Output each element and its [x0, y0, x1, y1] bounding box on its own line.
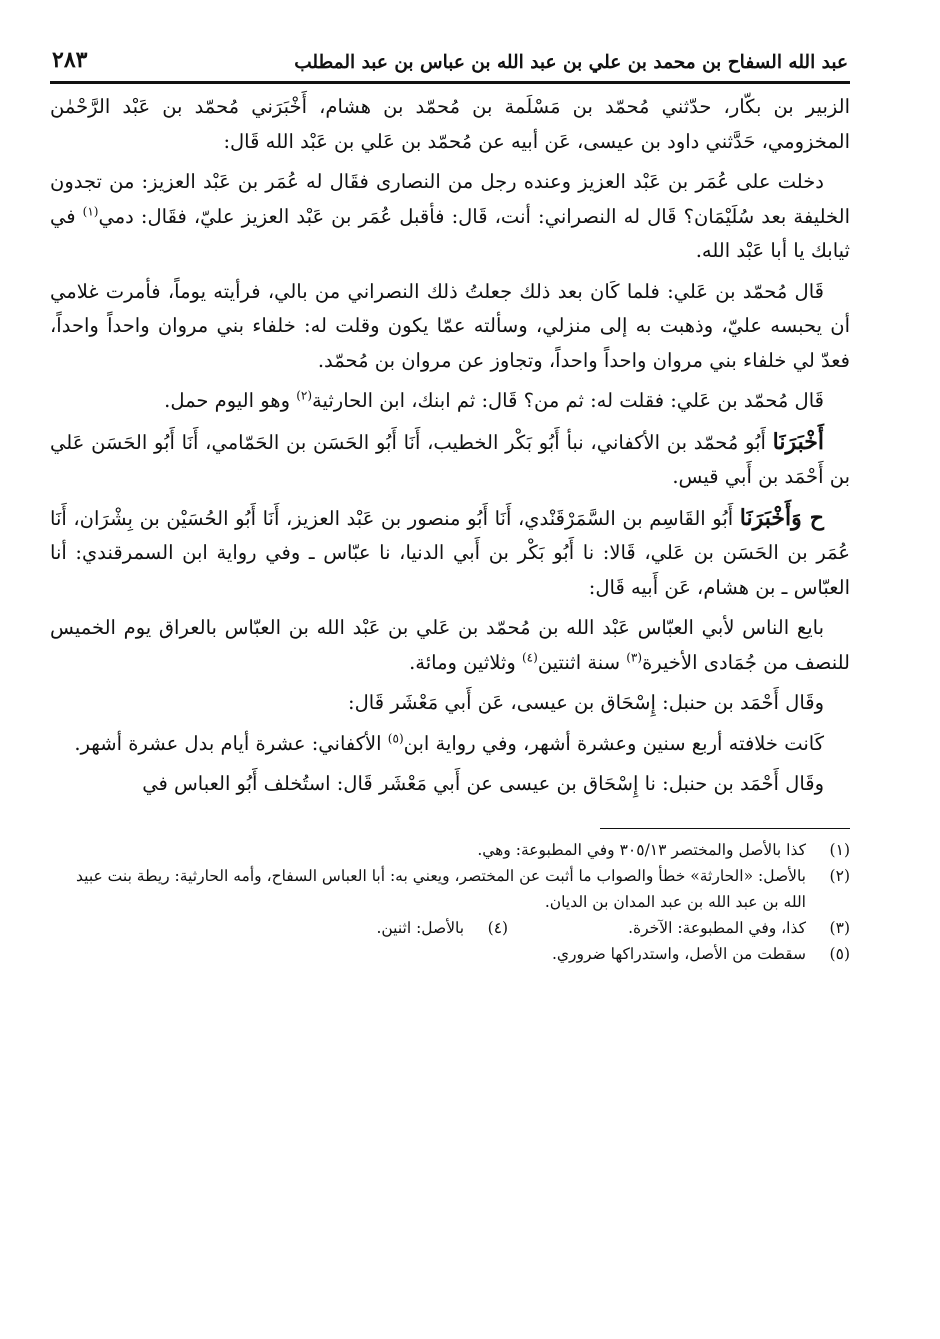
footnote-divider	[600, 828, 850, 829]
footnote-text: كذا، وفي المطبوعة: الآخرة.	[628, 918, 806, 937]
page-number: ٢٨٣	[52, 47, 88, 73]
footnote-marker-4[interactable]: (٤)	[521, 650, 538, 664]
footnote-text: بالأصل: اثنين.	[376, 918, 465, 937]
paragraph-2-text-b: في ثيابك يا أبا عَبْد الله.	[50, 204, 850, 262]
paragraph-6	[50, 501, 850, 606]
footnote-number: (٤)	[487, 918, 509, 937]
paragraph-7-text-c: وثلاثين ومائة.	[409, 650, 522, 674]
book-page	[50, 40, 850, 1310]
footnote-marker-3[interactable]: (٣)	[626, 650, 643, 664]
footnote-marker-1[interactable]: (١)	[82, 204, 99, 218]
footnote-number: (٥)	[829, 944, 850, 963]
paragraph-8	[50, 686, 850, 721]
paragraph-2-text-a: دخلت على عُمَر بن عَبْد العزيز وعنده رجل من النصارى فقَال له عُمَر بن عَبْد العزيز: من تجدون الخليفة بعد سُلَيْمَان؟ قَال له النصراني: أنت، قَال: فأقبل عُمَر بن عَبْد العزيز عليّ، فقَال: دمي	[50, 170, 850, 228]
footnote-marker-2[interactable]: (٢)	[296, 388, 313, 403]
paragraph-4	[50, 384, 850, 419]
paragraph-8-text: وقَال أَحْمَد بن حنبل: إِسْحَاق بن عيسى، عَن أَبي مَعْشَر قَال:	[348, 691, 824, 714]
footnote-number: (٢)	[829, 866, 850, 885]
paragraph-9	[50, 727, 850, 762]
footnote-marker-5[interactable]: (٥)	[387, 731, 404, 745]
paragraph-7-text-a: بايع الناس لأبي العبّاس عَبْد الله بن مُحمّد بن عَلي بن عَبْد الله بن العبّاس بالعراق يوم الخميس للنصف من جُمَادى الأخيرة	[50, 616, 850, 674]
main-text	[50, 90, 850, 802]
footnote-2	[50, 863, 850, 915]
footnote-number: (٣)	[829, 918, 850, 937]
footnotes	[50, 837, 850, 967]
isnad-lead: أَخْبَرَنَا	[772, 428, 824, 455]
isnad-lead-2: ح وَأَخْبَرَنَا	[739, 504, 824, 531]
paragraph-7	[50, 611, 850, 680]
paragraph-4-text-a: قَال مُحمّد بن عَلي: فقلت له: ثم من؟ قَال: ثم ابنك، ابن الحارثية	[312, 389, 824, 412]
paragraph-9-text-b: الأكفاني: عشرة أيام بدل عشرة أشهر.	[74, 731, 388, 755]
paragraph-5	[50, 425, 850, 495]
footnote-text: سقطت من الأصل، واستدراكها ضروري.	[552, 944, 806, 963]
paragraph-1	[50, 90, 850, 159]
footnote-number: (١)	[829, 840, 850, 859]
running-title: عبد الله السفاح بن محمد بن علي بن عبد الله بن عباس بن عبد المطلب	[294, 52, 848, 73]
footnote-5	[50, 941, 850, 967]
paragraph-4-text-b: وهو اليوم حمل.	[164, 389, 297, 412]
paragraph-2	[50, 165, 850, 269]
paragraph-5-text: أَبُو مُحمّد بن الأكفاني، نبأ أَبُو بَكْر الخطيب، أَنَا أَبُو الحَسَن بن الحَمّامي، أَنَا أَبُو الحَسَن عَلي بن أَحْمَد بن أَبي قيس.	[50, 430, 850, 488]
paragraph-10	[50, 767, 850, 802]
running-header	[50, 40, 850, 84]
paragraph-10-text: وقَال أَحْمَد بن حنبل: نا إِسْحَاق بن عيسى عن أَبي مَعْشَر قَال: استُخلف أَبُو العباس في	[142, 772, 824, 795]
paragraph-9-text-a: كَانت خلافته أربع سنين وعشرة أشهر، وفي رواية ابن	[403, 731, 824, 755]
footnote-3-4	[50, 915, 850, 941]
footnote-text: كذا بالأصل والمختصر ٣٠٥/١٣ وفي المطبوعة: وهي.	[477, 840, 806, 859]
footnote-1	[50, 837, 850, 863]
footnote-text: بالأصل: «الحارثة» خطأ والصواب ما أثبت عن المختصر، ويعني به: أبا العباس السفاح، وأمه الحارثية: ريطة بنت عبيد الله بن عبد الله بن عبد المدان بن الديان.	[76, 866, 806, 911]
paragraph-7-text-b: سنة اثنتين	[537, 650, 627, 674]
paragraph-3	[50, 275, 850, 379]
paragraph-3-text: قَال مُحمّد بن عَلي: فلما كَان بعد ذلك جعلتُ ذلك النصراني من بالي، فرأيته يوماً، فأمرت غلامي أن يحبسه عليّ، وذهبت به إلى منزلي، وسألته عمّا يكون وقلت له: خلفاء بني مروان واحداً واحداً، فعدّ لي خلفاء بني مروان واحداً واحداً، وتجاوز عن مروان بن مُحمّد.	[50, 279, 850, 372]
paragraph-6-text: أَبُو القَاسِم بن السَّمَرْقَنْدي، أَنَا أَبُو منصور بن عَبْد العزيز، أَنَا أَبُو الحُسَيْن بن بِشْرَان، أَنَا عُمَر بن الحَسَن بن عَلي، قَالا: نا أَبُو بَكْر بن أَبي الدنيا، نا عبّاس ـ وفي رواية ابن السمرقندي: أنا العبّاس ـ بن هشام، عَن أَبيه قَال:	[50, 506, 850, 599]
paragraph-1-text: الزبير بن بكّار، حدّثني مُحمّد بن مَسْلَمة بن مُحمّد بن هشام، أَخْبَرَني مُحمّد بن عَبْد الرَّحْمٰن المخزومي، حَدَّثني داود بن عيسى، عَن أبيه عن مُحمّد بن عَلي بن عَبْد الله قَال:	[50, 95, 850, 153]
